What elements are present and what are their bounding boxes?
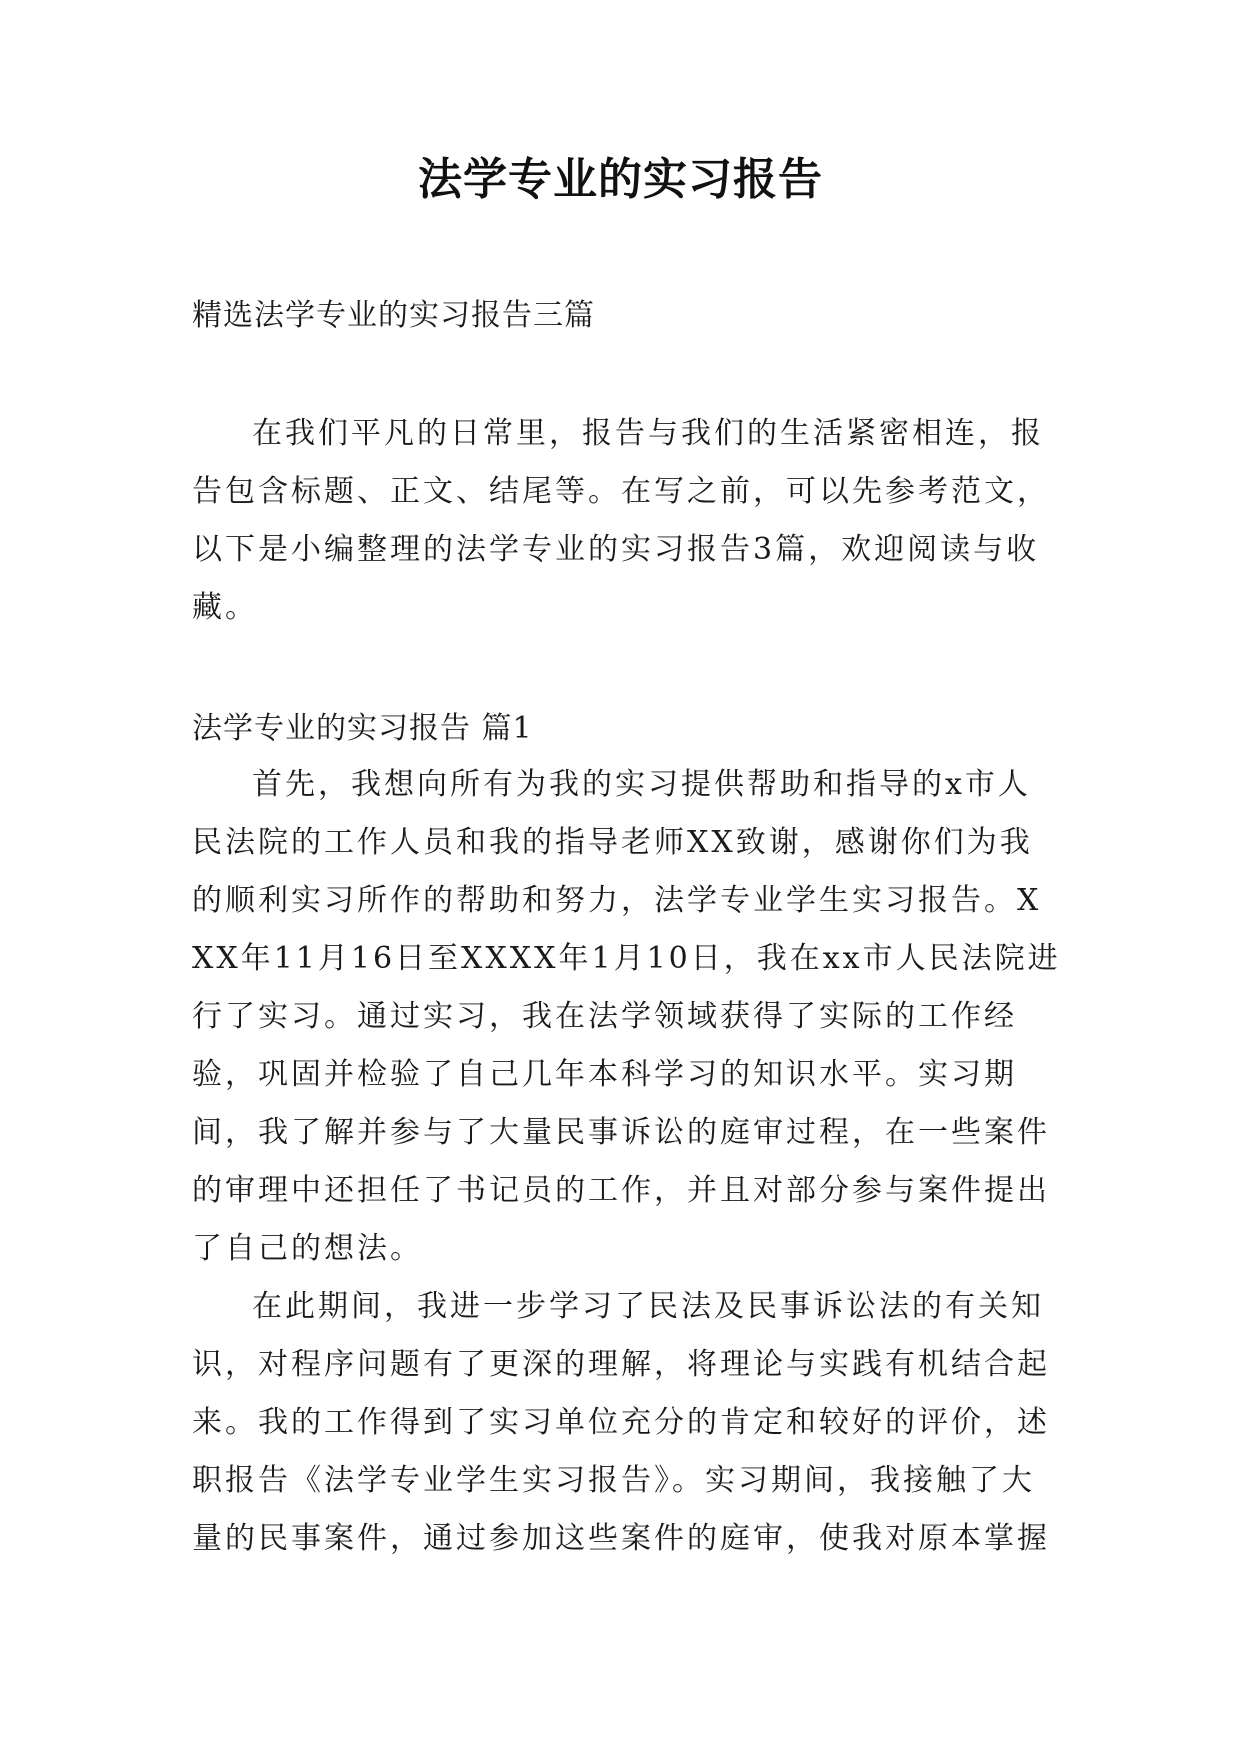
- document-subtitle: 精选法学专业的实习报告三篇: [192, 298, 595, 333]
- body-paragraph: 在此期间，我进一步学习了民法及民事诉讼法的有关知识，对程序问题有了更深的理解，将理论与实践有机结合起来。我的工作得到了实习单位充分的肯定和较好的评价，述职报告《法学专业学生实习报告》。实习期间，我接触了大量的民事案件，通过参加这些案件的庭审，使我对原本掌握: [192, 1289, 1050, 1556]
- section-heading: 法学专业的实习报告 篇1: [192, 711, 533, 746]
- document-title: 法学专业的实习报告: [418, 154, 823, 205]
- intro-section: [192, 405, 1062, 637]
- section-body: [192, 756, 1062, 1568]
- intro-paragraph: 在我们平凡的日常里，报告与我们的生活紧密相连，报告包含标题、正文、结尾等。在写之前，可以先参考范文，以下是小编整理的法学专业的实习报告3篇，欢迎阅读与收藏。: [192, 416, 1050, 625]
- body-paragraph: 首先，我想向所有为我的实习提供帮助和指导的x市人民法院的工作人员和我的指导老师XX致谢，感谢你们为我的顺利实习所作的帮助和努力，法学专业学生实习报告。XXX年11月16日至XXXX年1月10日，我在xx市人民法院进行了实习。通过实习，我在法学领域获得了实际的工作经验，巩固并检验了自己几年本科学习的知识水平。实习期间，我了解并参与了大量民事诉讼的庭审过程，在一些案件的审理中还担任了书记员的工作，并且对部分参与案件提出了自己的想法。: [192, 767, 1061, 1266]
